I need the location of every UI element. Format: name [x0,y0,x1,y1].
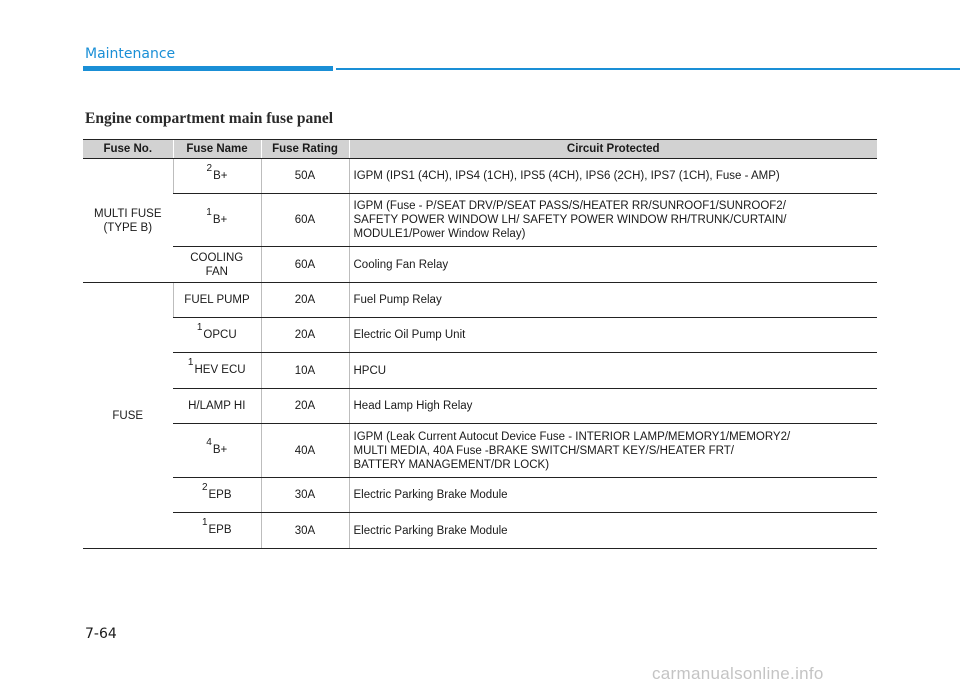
circuit-line: IGPM (Leak Current Autocut Device Fuse - INTERIOR LAMP/MEMORY1/MEMORY2/ [353,430,791,443]
fuse-name-cell [173,159,261,194]
fuse-position-superscript: 1 [206,206,212,218]
fuse-name-cell [173,353,261,389]
fuse-position-superscript: 1 [196,321,203,333]
circuit-protected-cell [349,318,877,353]
fuse-name-cell [173,513,261,549]
circuit-protected-cell [349,353,877,389]
watermark: carmanualsonline.info [652,664,824,683]
circuit-line: MULTI MEDIA, 40A Fuse -BRAKE SWITCH/SMART KEY/S/HEATER FRT/ [353,444,734,457]
fuse-name-cell [173,389,261,424]
fuse-rating-cell: 60A [261,194,349,247]
table-row [83,389,877,424]
table-row [83,318,877,353]
header-rule-thick [83,66,333,71]
header-circuit-protected: Circuit Protected [349,140,877,159]
fuse-name: HEV ECU [194,364,246,376]
fuse-name-cell [173,318,261,353]
circuit-protected-cell [349,389,877,424]
fuse-name: B+ [213,169,228,182]
table-row [83,159,877,194]
circuit-protected-cell [349,247,877,283]
fuse-rating-cell: 10A [261,353,349,389]
page-number: 7-64 [85,626,117,642]
fuse-name: B+ [212,213,228,226]
fuse-name: FUEL PUMP [184,294,250,306]
table-row [83,194,877,247]
circuit-line: BATTERY MANAGEMENT/DR LOCK) [353,458,550,471]
circuit-protected-cell [349,194,877,247]
fuse-name: EPB [208,488,232,501]
fuse-name-cell [173,478,261,513]
fuse-rating-cell: 50A [261,159,349,194]
section-label: Maintenance [85,46,176,62]
table-row [83,247,877,283]
header-rule-thin [336,68,960,70]
fuse-name: COOLING FAN [190,251,244,278]
circuit-line: IGPM (IPS1 (4CH), IPS4 (1CH), IPS5 (4CH), IPS6 (2CH), IPS7 (1CH), Fuse - AMP) [353,170,780,182]
fuse-rating-cell: 30A [261,513,349,549]
circuit-line: Cooling Fan Relay [353,258,449,271]
table-row [83,424,877,478]
fuse-name: EPB [208,524,232,536]
circuit-protected-cell [349,283,877,318]
fuse-rating-cell: 30A [261,478,349,513]
fuse-name-cell [173,424,261,478]
fuse-position-superscript: 2 [206,162,213,174]
circuit-protected-cell [349,513,877,549]
circuit-line: SAFETY POWER WINDOW LH/ SAFETY POWER WINDOW RH/TRUNK/CURTAIN/ [353,214,787,226]
fuse-name: H/LAMP HI [188,400,246,412]
circuit-line: Electric Parking Brake Module [353,489,508,501]
circuit-line: Fuel Pump Relay [353,294,442,306]
fuse-rating-cell: 20A [261,283,349,318]
table-row [83,353,877,389]
fuse-position-superscript: 4 [206,437,212,448]
fuse-position-superscript: 1 [187,357,194,368]
fuse-rating-cell: 40A [261,424,349,478]
fuse-name: OPCU [203,328,237,341]
fuse-no-cell: FUSE [83,283,173,549]
table-row [83,283,877,318]
circuit-line: Electric Parking Brake Module [353,524,508,537]
fuse-table [83,139,877,549]
fuse-name-cell [173,247,261,283]
circuit-protected-cell [349,424,877,478]
fuse-name-cell [173,283,261,318]
header-fuse-rating: Fuse Rating [261,140,349,159]
fuse-name: B+ [212,444,228,456]
fuse-no-cell: MULTI FUSE (TYPE B) [83,159,173,283]
fuse-position-superscript: 2 [201,481,208,493]
circuit-protected-cell [349,159,877,194]
header-fuse-no: Fuse No. [83,140,173,159]
header-fuse-name: Fuse Name [173,140,261,159]
fuse-rating-cell: 20A [261,318,349,353]
circuit-line: Head Lamp High Relay [353,400,473,412]
page-title: Engine compartment main fuse panel [85,110,333,127]
circuit-line: IGPM (Fuse - P/SEAT DRV/P/SEAT PASS/S/HEATER RR/SUNROOF1/SUNROOF2/ [353,200,786,212]
circuit-protected-cell [349,478,877,513]
table-row [83,513,877,549]
fuse-position-superscript: 1 [201,517,208,528]
fuse-rating-cell: 60A [261,247,349,283]
table-header-row [83,140,877,159]
fuse-name-cell [173,194,261,247]
circuit-line: Electric Oil Pump Unit [353,329,466,341]
circuit-line: MODULE1/Power Window Relay) [353,228,526,240]
table-row [83,478,877,513]
fuse-rating-cell: 20A [261,389,349,424]
circuit-line: HPCU [353,364,387,377]
